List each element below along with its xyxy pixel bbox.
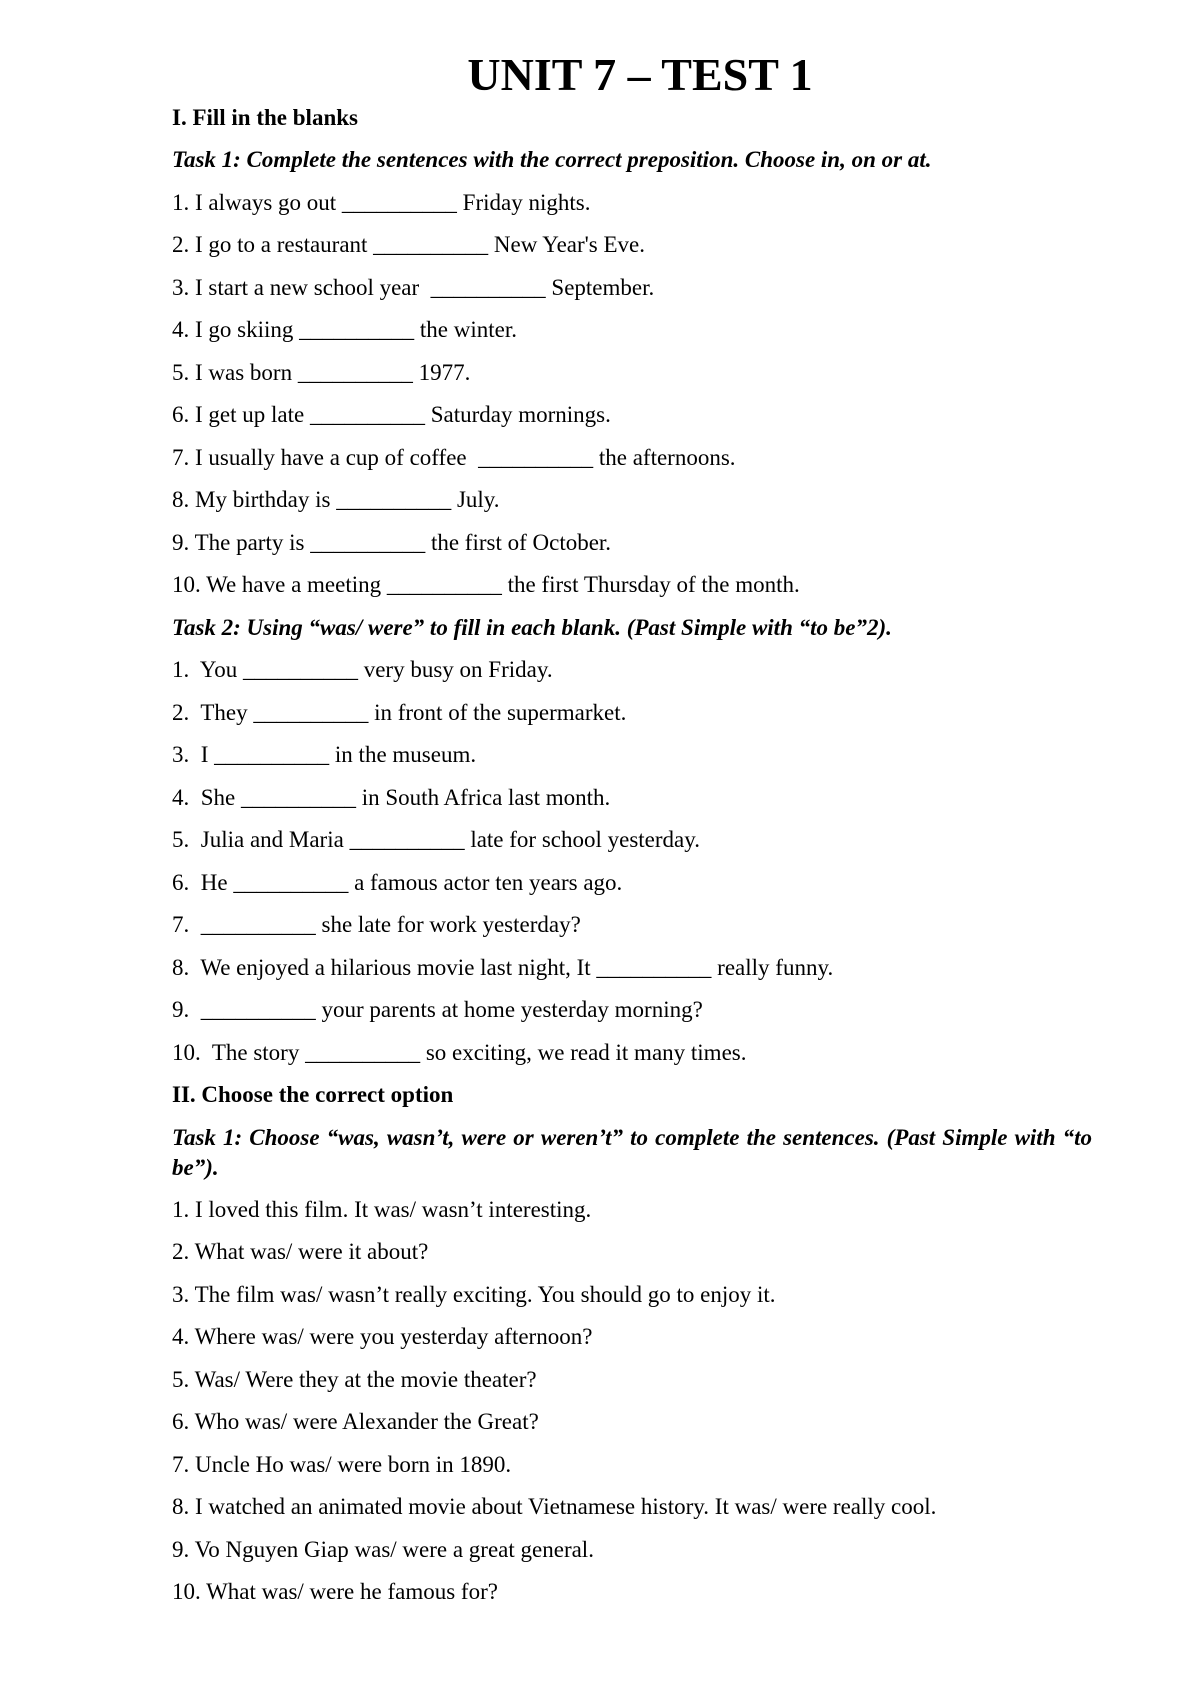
part-1-task-2-list [172, 649, 1092, 1074]
part-2-task-1-list [172, 1189, 1092, 1614]
part-1-section [172, 97, 1092, 1075]
exercise-item: 3. I __________ in the museum. [172, 742, 477, 767]
exercise-item: 8. I watched an animated movie about Vietnamese history. It was/ were really cool. [172, 1494, 937, 1519]
exercise-item: 2. They __________ in front of the supermarket. [172, 699, 627, 725]
exercise-item: 6. Who was/ were Alexander the Great? [172, 1409, 539, 1434]
exercise-item: 3. The film was/ wasn’t really exciting. You should go to enjoy it. [172, 1281, 776, 1307]
exercise-item: 10. The story __________ so exciting, we read it many times. [172, 1039, 747, 1065]
exercise-item: 2. I go to a restaurant __________ New Year's Eve. [172, 232, 645, 257]
exercise-item: 6. I get up late __________ Saturday mornings. [172, 402, 611, 427]
worksheet-page [172, 49, 1092, 1614]
exercise-item: 3. I start a new school year __________ September. [172, 274, 655, 300]
exercise-item: 8. My birthday is __________ July. [172, 487, 500, 512]
exercise-item: 6. He __________ a famous actor ten years ago. [172, 869, 623, 895]
exercise-item: 2. What was/ were it about? [172, 1239, 429, 1264]
part-2-heading: II. Choose the correct option [172, 1082, 454, 1107]
page-title: UNIT 7 – TEST 1 [467, 49, 813, 100]
part-1-task-1-instruction: Task 1: Complete the sentences with the correct preposition. Choose in, on or at. [172, 147, 932, 172]
part-1-task-2-instruction: Task 2: Using “was/ were” to fill in each blank. (Past Simple with “to be”2). [172, 614, 892, 640]
exercise-item: 10. We have a meeting __________ the first Thursday of the month. [172, 572, 800, 597]
exercise-item: 1. You __________ very busy on Friday. [172, 657, 553, 682]
exercise-item: 5. I was born __________ 1977. [172, 359, 471, 385]
exercise-item: 4. I go skiing __________ the winter. [172, 317, 517, 342]
exercise-item: 5. Julia and Maria __________ late for school yesterday. [172, 827, 701, 852]
part-2-section [172, 1074, 1092, 1614]
exercise-item: 1. I always go out __________ Friday nights. [172, 189, 591, 215]
exercise-item: 4. Where was/ were you yesterday afternoon? [172, 1324, 593, 1349]
exercise-item: 9. __________ your parents at home yesterday morning? [172, 997, 703, 1022]
part-1-heading: I. Fill in the blanks [172, 104, 358, 130]
exercise-item: 4. She __________ in South Africa last month. [172, 784, 611, 810]
part-1-task-1-list [172, 182, 1092, 607]
exercise-item: 7. __________ she late for work yesterday? [172, 912, 581, 937]
exercise-item: 7. Uncle Ho was/ were born in 1890. [172, 1451, 512, 1477]
exercise-item: 10. What was/ were he famous for? [172, 1579, 498, 1604]
exercise-item: 5. Was/ Were they at the movie theater? [172, 1366, 537, 1392]
exercise-item: 9. Vo Nguyen Giap was/ were a great general. [172, 1536, 594, 1562]
exercise-item: 1. I loved this film. It was/ wasn’t interesting. [172, 1196, 592, 1222]
exercise-item: 9. The party is __________ the first of October. [172, 529, 612, 555]
part-2-task-1-instruction: Task 1: Choose “was, wasn’t, were or weren’t” to complete the sentences. (Past Simple with “to be”). [172, 1124, 1092, 1180]
exercise-item: 7. I usually have a cup of coffee __________ the afternoons. [172, 444, 736, 470]
exercise-item: 8. We enjoyed a hilarious movie last night, It __________ really funny. [172, 954, 834, 980]
